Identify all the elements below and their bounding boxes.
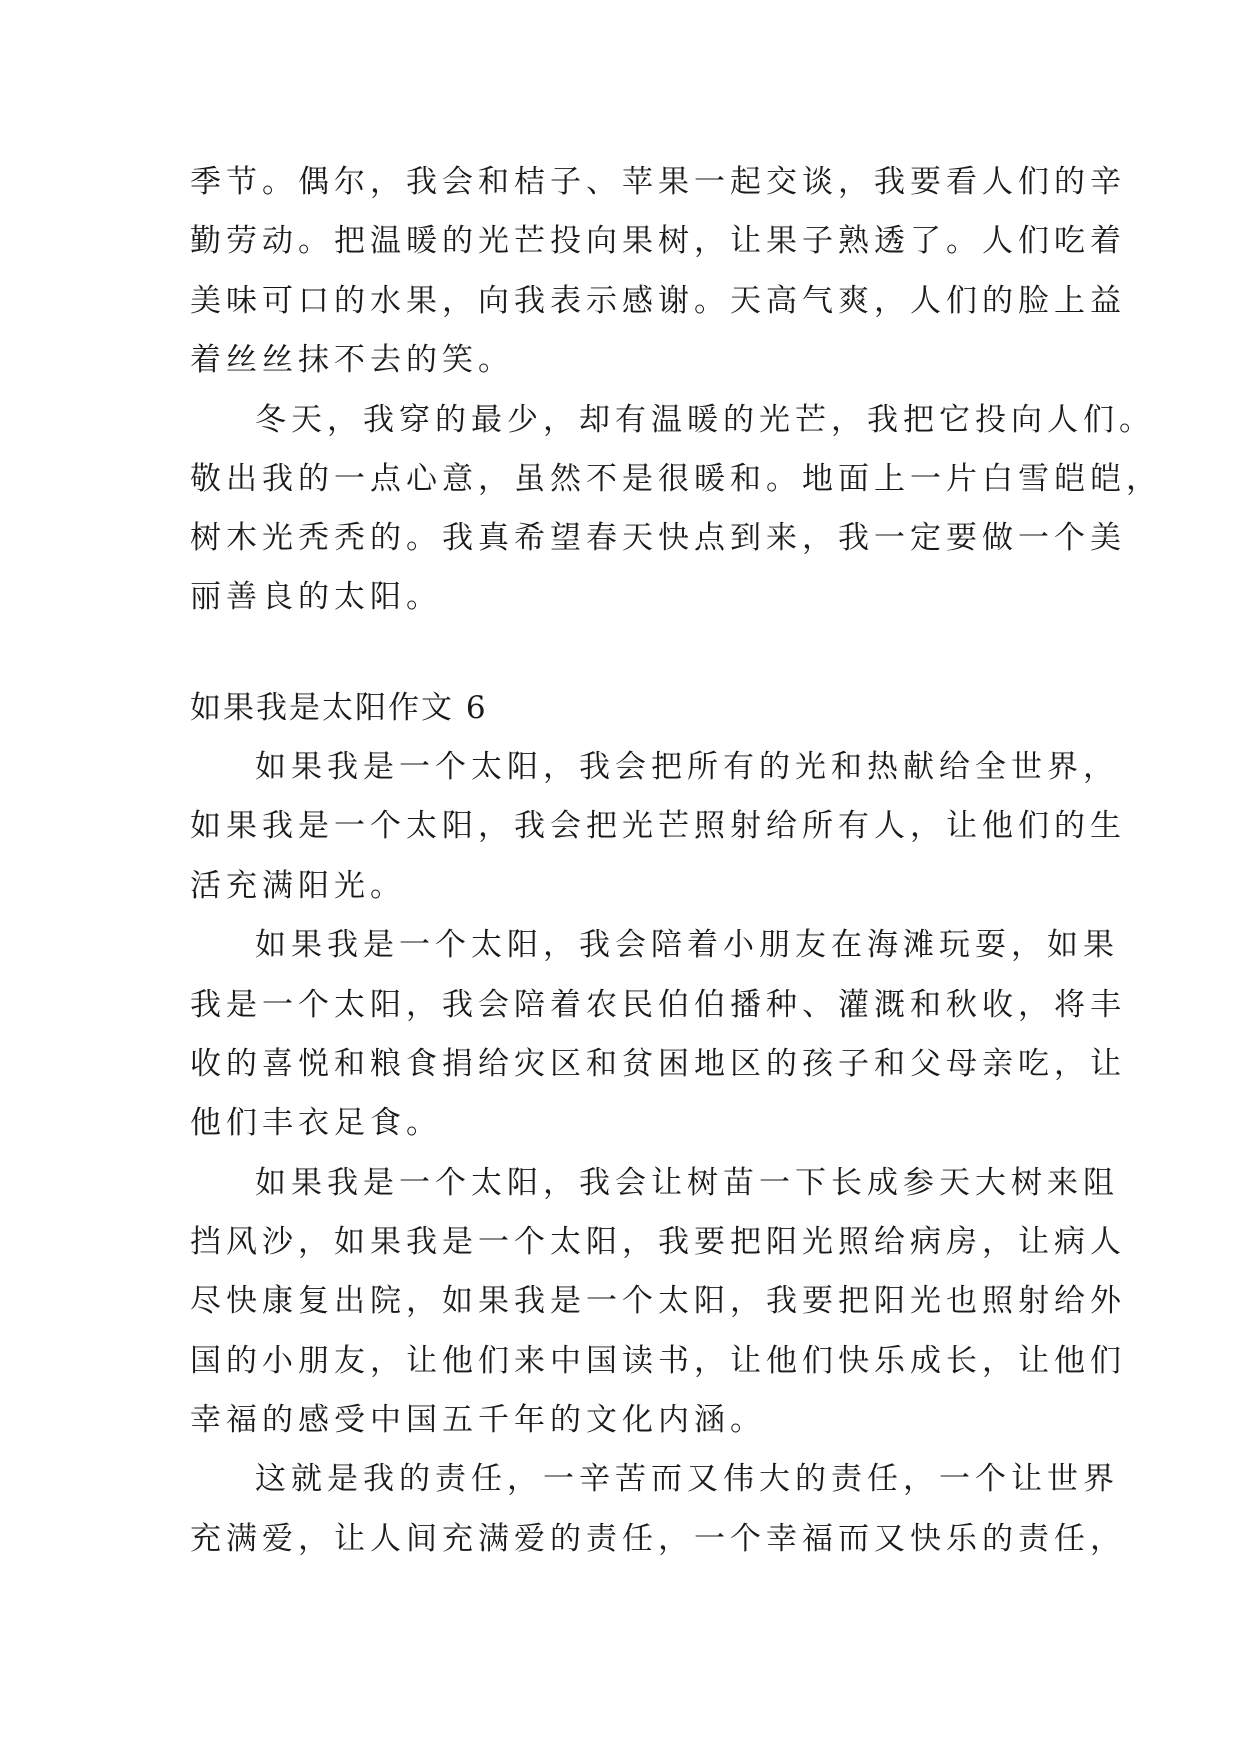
para3-line-2: 如果我是一个太阳，我会把光芒照射给所有人，让他们的生 bbox=[190, 808, 1126, 844]
para4-line-1: 如果我是一个太阳，我会陪着小朋友在海滩玩耍，如果 bbox=[255, 927, 1119, 963]
para2-line-2: 敬出我的一点心意，虽然不是很暖和。地面上一片白雪皑皑， bbox=[190, 461, 1162, 497]
para5-line-3: 尽快康复出院，如果我是一个太阳，我要把阳光也照射给外 bbox=[190, 1283, 1126, 1319]
para1-line-2: 勤劳动。把温暖的光芒投向果树，让果子熟透了。人们吃着 bbox=[190, 223, 1126, 259]
para5-line-2: 挡风沙，如果我是一个太阳，我要把阳光照给病房，让病人 bbox=[190, 1224, 1126, 1260]
para2-line-1: 冬天，我穿的最少，却有温暖的光芒，我把它投向人们。 bbox=[255, 402, 1155, 438]
para6-line-1: 这就是我的责任，一辛苦而又伟大的责任，一个让世界 bbox=[255, 1461, 1119, 1497]
para3-line-3: 活充满阳光。 bbox=[190, 868, 406, 904]
para6-line-2: 充满爱，让人间充满爱的责任，一个幸福而又快乐的责任， bbox=[190, 1521, 1126, 1557]
para1-line-3: 美味可口的水果，向我表示感谢。天高气爽，人们的脸上益 bbox=[190, 283, 1126, 319]
para1-line-1: 季节。偶尔，我会和桔子、苹果一起交谈，我要看人们的辛 bbox=[190, 164, 1126, 200]
section-heading: 如果我是太阳作文 6 bbox=[190, 690, 488, 726]
para1-line-4: 着丝丝抹不去的笑。 bbox=[190, 342, 514, 378]
para4-line-2: 我是一个太阳，我会陪着农民伯伯播种、灌溉和秋收，将丰 bbox=[190, 987, 1126, 1023]
para4-line-4: 他们丰衣足食。 bbox=[190, 1105, 442, 1141]
para4-line-3: 收的喜悦和粮食捐给灾区和贫困地区的孩子和父母亲吃，让 bbox=[190, 1046, 1126, 1082]
para5-line-4: 国的小朋友，让他们来中国读书，让他们快乐成长，让他们 bbox=[190, 1343, 1126, 1379]
para2-line-3: 树木光秃秃的。我真希望春天快点到来，我一定要做一个美 bbox=[190, 520, 1126, 556]
para3-line-1: 如果我是一个太阳，我会把所有的光和热献给全世界， bbox=[255, 749, 1119, 785]
para2-line-4: 丽善良的太阳。 bbox=[190, 579, 442, 615]
para5-line-5: 幸福的感受中国五千年的文化内涵。 bbox=[190, 1402, 766, 1438]
para5-line-1: 如果我是一个太阳，我会让树苗一下长成参天大树来阻 bbox=[255, 1165, 1119, 1201]
